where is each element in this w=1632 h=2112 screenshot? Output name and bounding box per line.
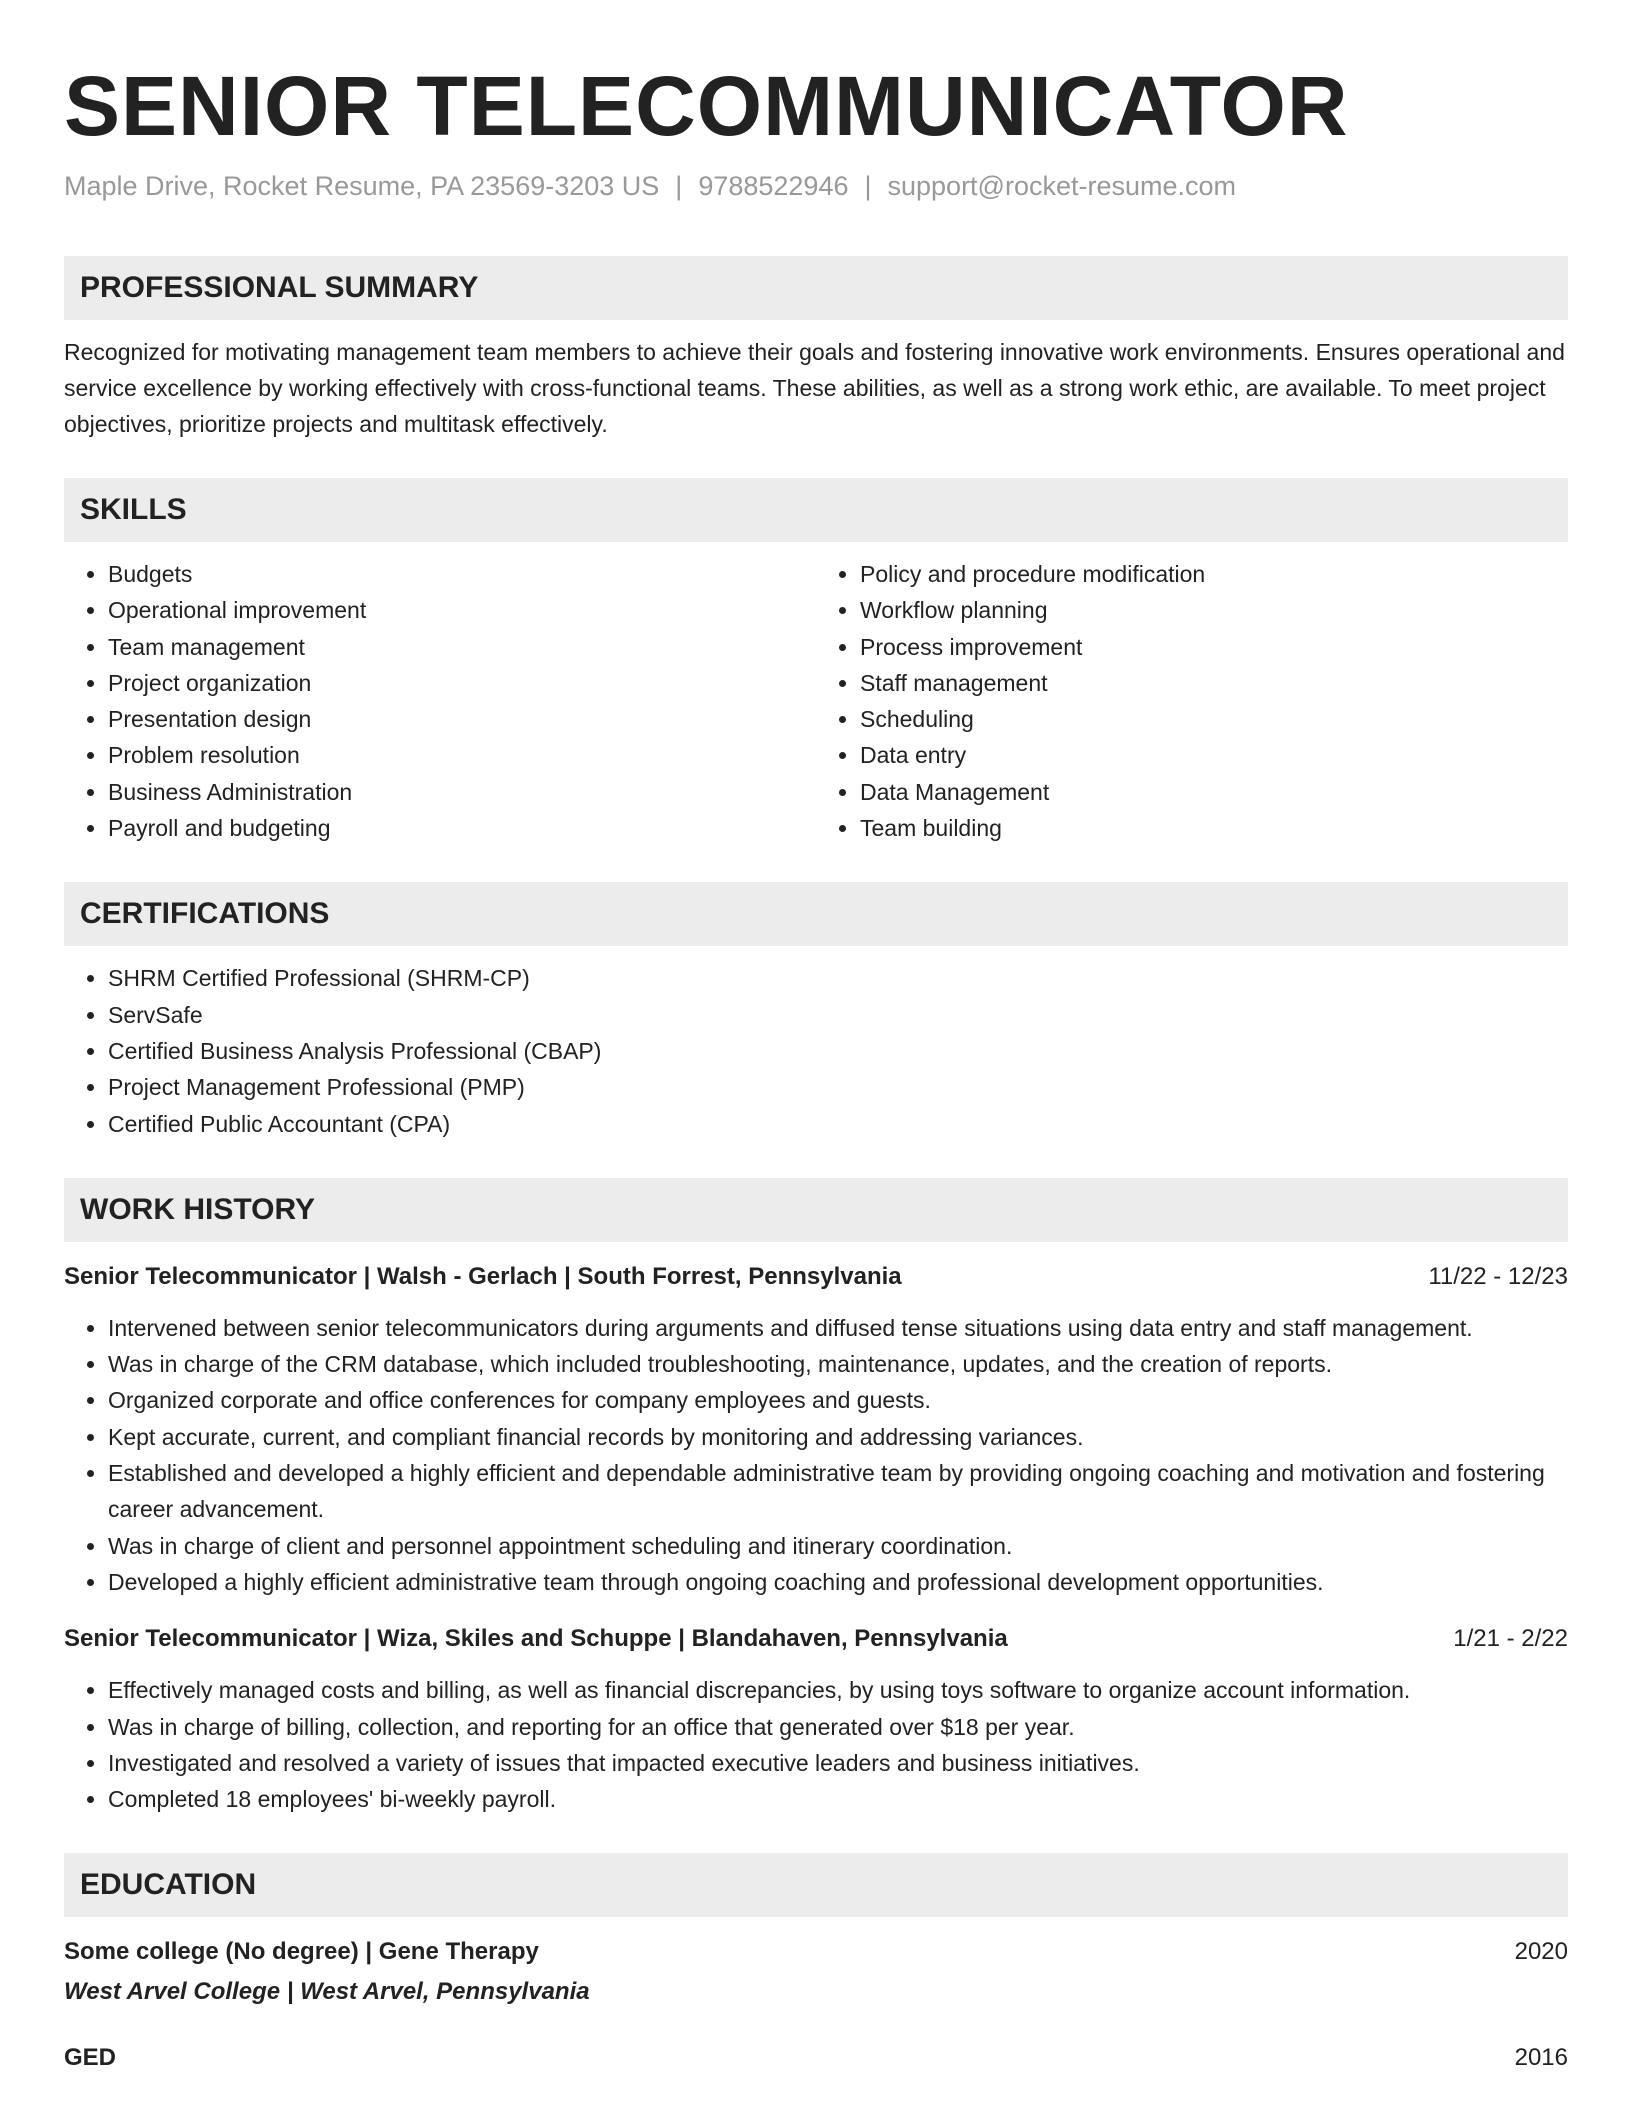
summary-text: Recognized for motivating management team members to achieve their goals and fostering innovative work environments. Ensures operational and service excellence by working effectively with cross-functional teams. These abilities, as well as a strong work ethic, are available. To meet project objectives, prioritize projects and multitask effectively. [64,339,1565,437]
job-entry [64,1260,1568,1600]
education-degree: GED [64,2044,117,2072]
skill-item: • Data entry [860,737,1568,773]
certification-item: • Certified Business Analysis Professional (CBAP) [108,1033,1568,1069]
skill-item: • Scheduling [860,701,1568,737]
contact-email[interactable]: support@rocket-resume.com [887,171,1237,201]
job-bullet: • Effectively managed costs and billing, as well as financial discrepancies, by using toys software to organize account information. [108,1672,1568,1708]
skill-item: • Business Administration [108,774,816,810]
section-header-skills: SKILLS [64,478,1568,542]
contact-separator: | [675,171,683,201]
skill-item: • Team building [860,810,1568,846]
job-bullet: • Organized corporate and office conferences for company employees and guests. [108,1382,1568,1418]
contact-address: Maple Drive, Rocket Resume, PA 23569-3203 US [64,171,660,201]
job-bullet: • Kept accurate, current, and compliant financial records by monitoring and addressing variances. [108,1419,1568,1455]
certification-item: • Project Management Professional (PMP) [108,1069,1568,1105]
job-bullet: • Established and developed a highly efficient and dependable administrative team by providing ongoing coaching and motivation and fostering career advancement. [108,1455,1568,1528]
skills-grid [64,556,1568,846]
job-bullet: • Developed a highly efficient administrative team through ongoing coaching and professional development opportunities. [108,1564,1568,1600]
job-entry [64,1622,1568,1817]
skill-item: • Data Management [860,774,1568,810]
contact-phone: 9788522946 [698,171,849,201]
certification-item: • SHRM Certified Professional (SHRM-CP) [108,960,1568,996]
job-bullets [64,1310,1568,1600]
job-bullet: • Completed 18 employees' bi-weekly payroll. [108,1781,1568,1817]
skill-item: • Payroll and budgeting [108,810,816,846]
education-year: 2020 [1514,1938,1568,1966]
education-heading-row [64,2041,1568,2075]
job-bullet: • Intervened between senior telecommunicators during arguments and diffused tense situations using data entry and staff management. [108,1310,1568,1346]
contact-separator: | [864,171,872,201]
skill-item: • Workflow planning [860,592,1568,628]
education-degree: Some college (No degree) | Gene Therapy [64,1938,539,1966]
certification-item: • Certified Public Accountant (CPA) [108,1106,1568,1142]
job-heading-row [64,1260,1568,1294]
section-header-education: EDUCATION [64,1853,1568,1917]
job-bullets [64,1672,1568,1817]
skill-item: • Budgets [108,556,816,592]
job-bullet: • Was in charge of billing, collection, and reporting for an office that generated over $18 per year. [108,1709,1568,1745]
skill-item: • Operational improvement [108,592,816,628]
job-dates: 11/22 - 12/23 [1428,1262,1568,1290]
skill-item: • Staff management [860,665,1568,701]
skill-item: • Process improvement [860,629,1568,665]
contact-line [64,168,1568,204]
skill-item: • Policy and procedure modification [860,556,1568,592]
certifications-list [64,960,1568,1141]
job-title: Senior Telecommunicator | Wiza, Skiles and Schuppe | Blandahaven, Pennsylvania [64,1625,1008,1653]
job-dates: 1/21 - 2/22 [1453,1625,1568,1653]
job-bullet: • Investigated and resolved a variety of issues that impacted executive leaders and business initiatives. [108,1745,1568,1781]
education-entry [64,2041,1568,2075]
skills-left-column [64,556,816,846]
education-entry [64,1935,1568,2009]
education-school: West Arvel College | West Arvel, Pennsylvania [64,1978,590,2006]
education-heading-row [64,1935,1568,1969]
candidate-name: SENIOR TELECOMMUNICATOR [64,59,1349,153]
certification-item: • ServSafe [108,997,1568,1033]
education-year: 2016 [1514,2044,1568,2072]
skill-item: • Problem resolution [108,737,816,773]
skills-right-column [816,556,1568,846]
skill-item: • Team management [108,629,816,665]
section-header-certifications: CERTIFICATIONS [64,882,1568,946]
job-heading-row [64,1622,1568,1656]
job-bullet: • Was in charge of the CRM database, which included troubleshooting, maintenance, updates, and the creation of reports. [108,1346,1568,1382]
skill-item: • Project organization [108,665,816,701]
job-title: Senior Telecommunicator | Walsh - Gerlach | South Forrest, Pennsylvania [64,1262,902,1290]
job-bullet: • Was in charge of client and personnel appointment scheduling and itinerary coordination. [108,1528,1568,1564]
skill-item: • Presentation design [108,701,816,737]
section-header-work-history: WORK HISTORY [64,1178,1568,1242]
section-header-summary: PROFESSIONAL SUMMARY [64,256,1568,320]
